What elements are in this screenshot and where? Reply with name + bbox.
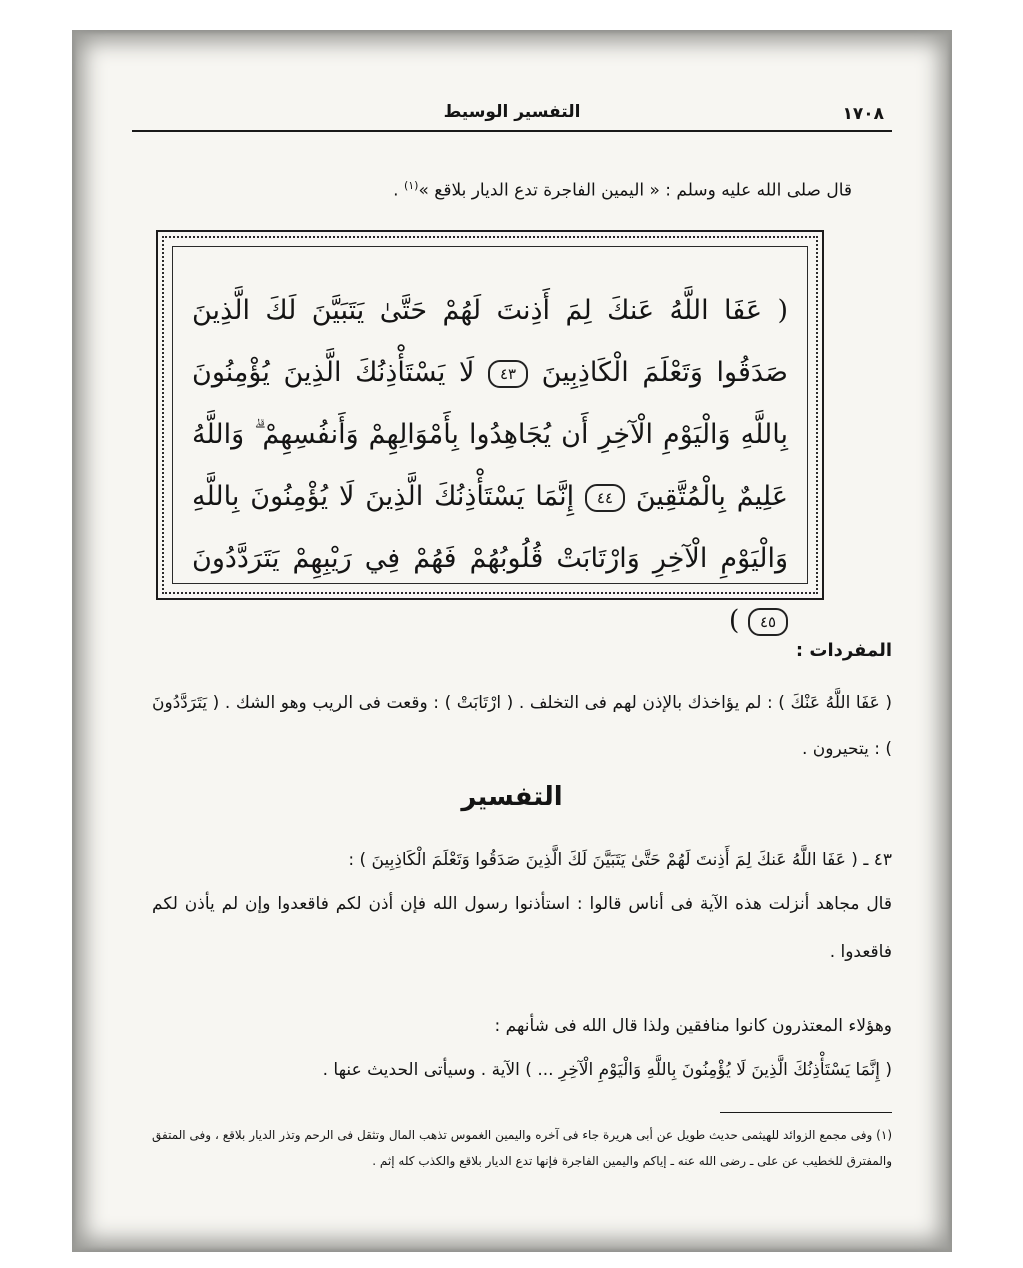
verse-45: إِنَّمَا يَسْتَأْذِنُكَ الَّذِينَ لَا يُؤْمِنُونَ بِاللَّهِ وَالْيَوْمِ الْآخِرِ وَارْتَابَتْ قُلُوبُهُمْ فَهُمْ فِي رَيْبِهِمْ يَتَرَدَّدُونَ bbox=[192, 481, 788, 574]
book-title: التفسير الوسيط bbox=[443, 102, 581, 122]
tafsir-paragraph-1: قال مجاهد أنزلت هذه الآية فى أناس قالوا : استأذنوا رسول الله فإن أذن لكم فاقعدوا وإن لم يأذن لكم فاقعدوا . bbox=[152, 894, 892, 962]
quran-verses bbox=[192, 280, 788, 652]
footnote-divider bbox=[720, 1112, 892, 1113]
verse-closing-bracket: ) bbox=[728, 605, 740, 636]
footnote-1: (١) وفى مجمع الزوائد للهيثمى حديث طويل عن أبى هريرة جاء فى آخره واليمين الغموس تذهب المال وتثقل فى الرحم وتذر الديار بلاقع ، وفى المتفق والمفترق للخطيب عن على ـ رضى الله عنه ـ إياكم واليمين الفاجرة فإنها تدع الديار بلاقع والكذب كله إثم . bbox=[152, 1128, 892, 1168]
tafsir-heading: التفسير bbox=[461, 782, 563, 812]
ayah-number-44: ٤٤ bbox=[585, 484, 625, 512]
footnote-ref: (١) bbox=[403, 179, 419, 192]
verse-43: ( عَفَا اللَّهُ عَنكَ لِمَ أَذِنتَ لَهُمْ حَتَّىٰ يَتَبَيَّنَ لَكَ الَّذِينَ صَدَقُوا وَتَعْلَمَ الْكَاذِبِينَ bbox=[192, 295, 788, 388]
scanned-page bbox=[72, 30, 952, 1252]
vocabulary-heading: المفردات : bbox=[795, 640, 892, 661]
hadith-line: قال صلى الله عليه وسلم : « اليمين الفاجرة تدع الديار بلاقع »$^{(١)}$ . bbox=[393, 179, 852, 201]
page-content bbox=[132, 100, 892, 1220]
tafsir-paragraph-3: ( إِنَّمَا يَسْتَأْذِنُكَ الَّذِينَ لَا يُؤْمِنُونَ بِاللَّهِ وَالْيَوْمِ الْآخِرِ ... ) الآية . وسيأتى الحديث عنها . bbox=[322, 1060, 892, 1080]
running-header bbox=[132, 100, 892, 132]
vocabulary-body: ( عَفَا اللَّهُ عَنْكَ ) : لم يؤاخذك بالإذن لهم فى التخلف . ( ارْتَابَتْ ) : وقعت فى الريب وهو الشك . ( يَتَرَدَّدُونَ ) : يتحيرون . bbox=[152, 693, 892, 759]
tafsir-verse-citation: ٤٣ ـ ( عَفَا اللَّهُ عَنكَ لِمَ أَذِنتَ لَهُمْ حَتَّىٰ يَتَبَيَّنَ لَكَ الَّذِينَ صَدَقُوا وَتَعْلَمَ الْكَاذِبِينَ ) : bbox=[348, 850, 892, 870]
page-number: ١٧٠٨ bbox=[842, 104, 884, 124]
verse-44: لَا يَسْتَأْذِنُكَ الَّذِينَ يُؤْمِنُونَ بِاللَّهِ وَالْيَوْمِ الْآخِرِ أَن يُجَاهِدُوا بِأَمْوَالِهِمْ وَأَنفُسِهِمْ ۗ وَاللَّهُ عَلِيمٌ بِالْمُتَّقِينَ bbox=[192, 357, 788, 512]
ayah-number-45: ٤٥ bbox=[748, 608, 788, 636]
ayah-number-43: ٤٣ bbox=[488, 360, 528, 388]
quran-verse-box bbox=[156, 230, 824, 636]
tafsir-paragraph-2: وهؤلاء المعتذرون كانوا منافقين ولذا قال الله فى شأنهم : bbox=[494, 1016, 892, 1036]
hadith-text: قال صلى الله عليه وسلم : « اليمين الفاجرة تدع الديار بلاقع » bbox=[418, 180, 852, 201]
